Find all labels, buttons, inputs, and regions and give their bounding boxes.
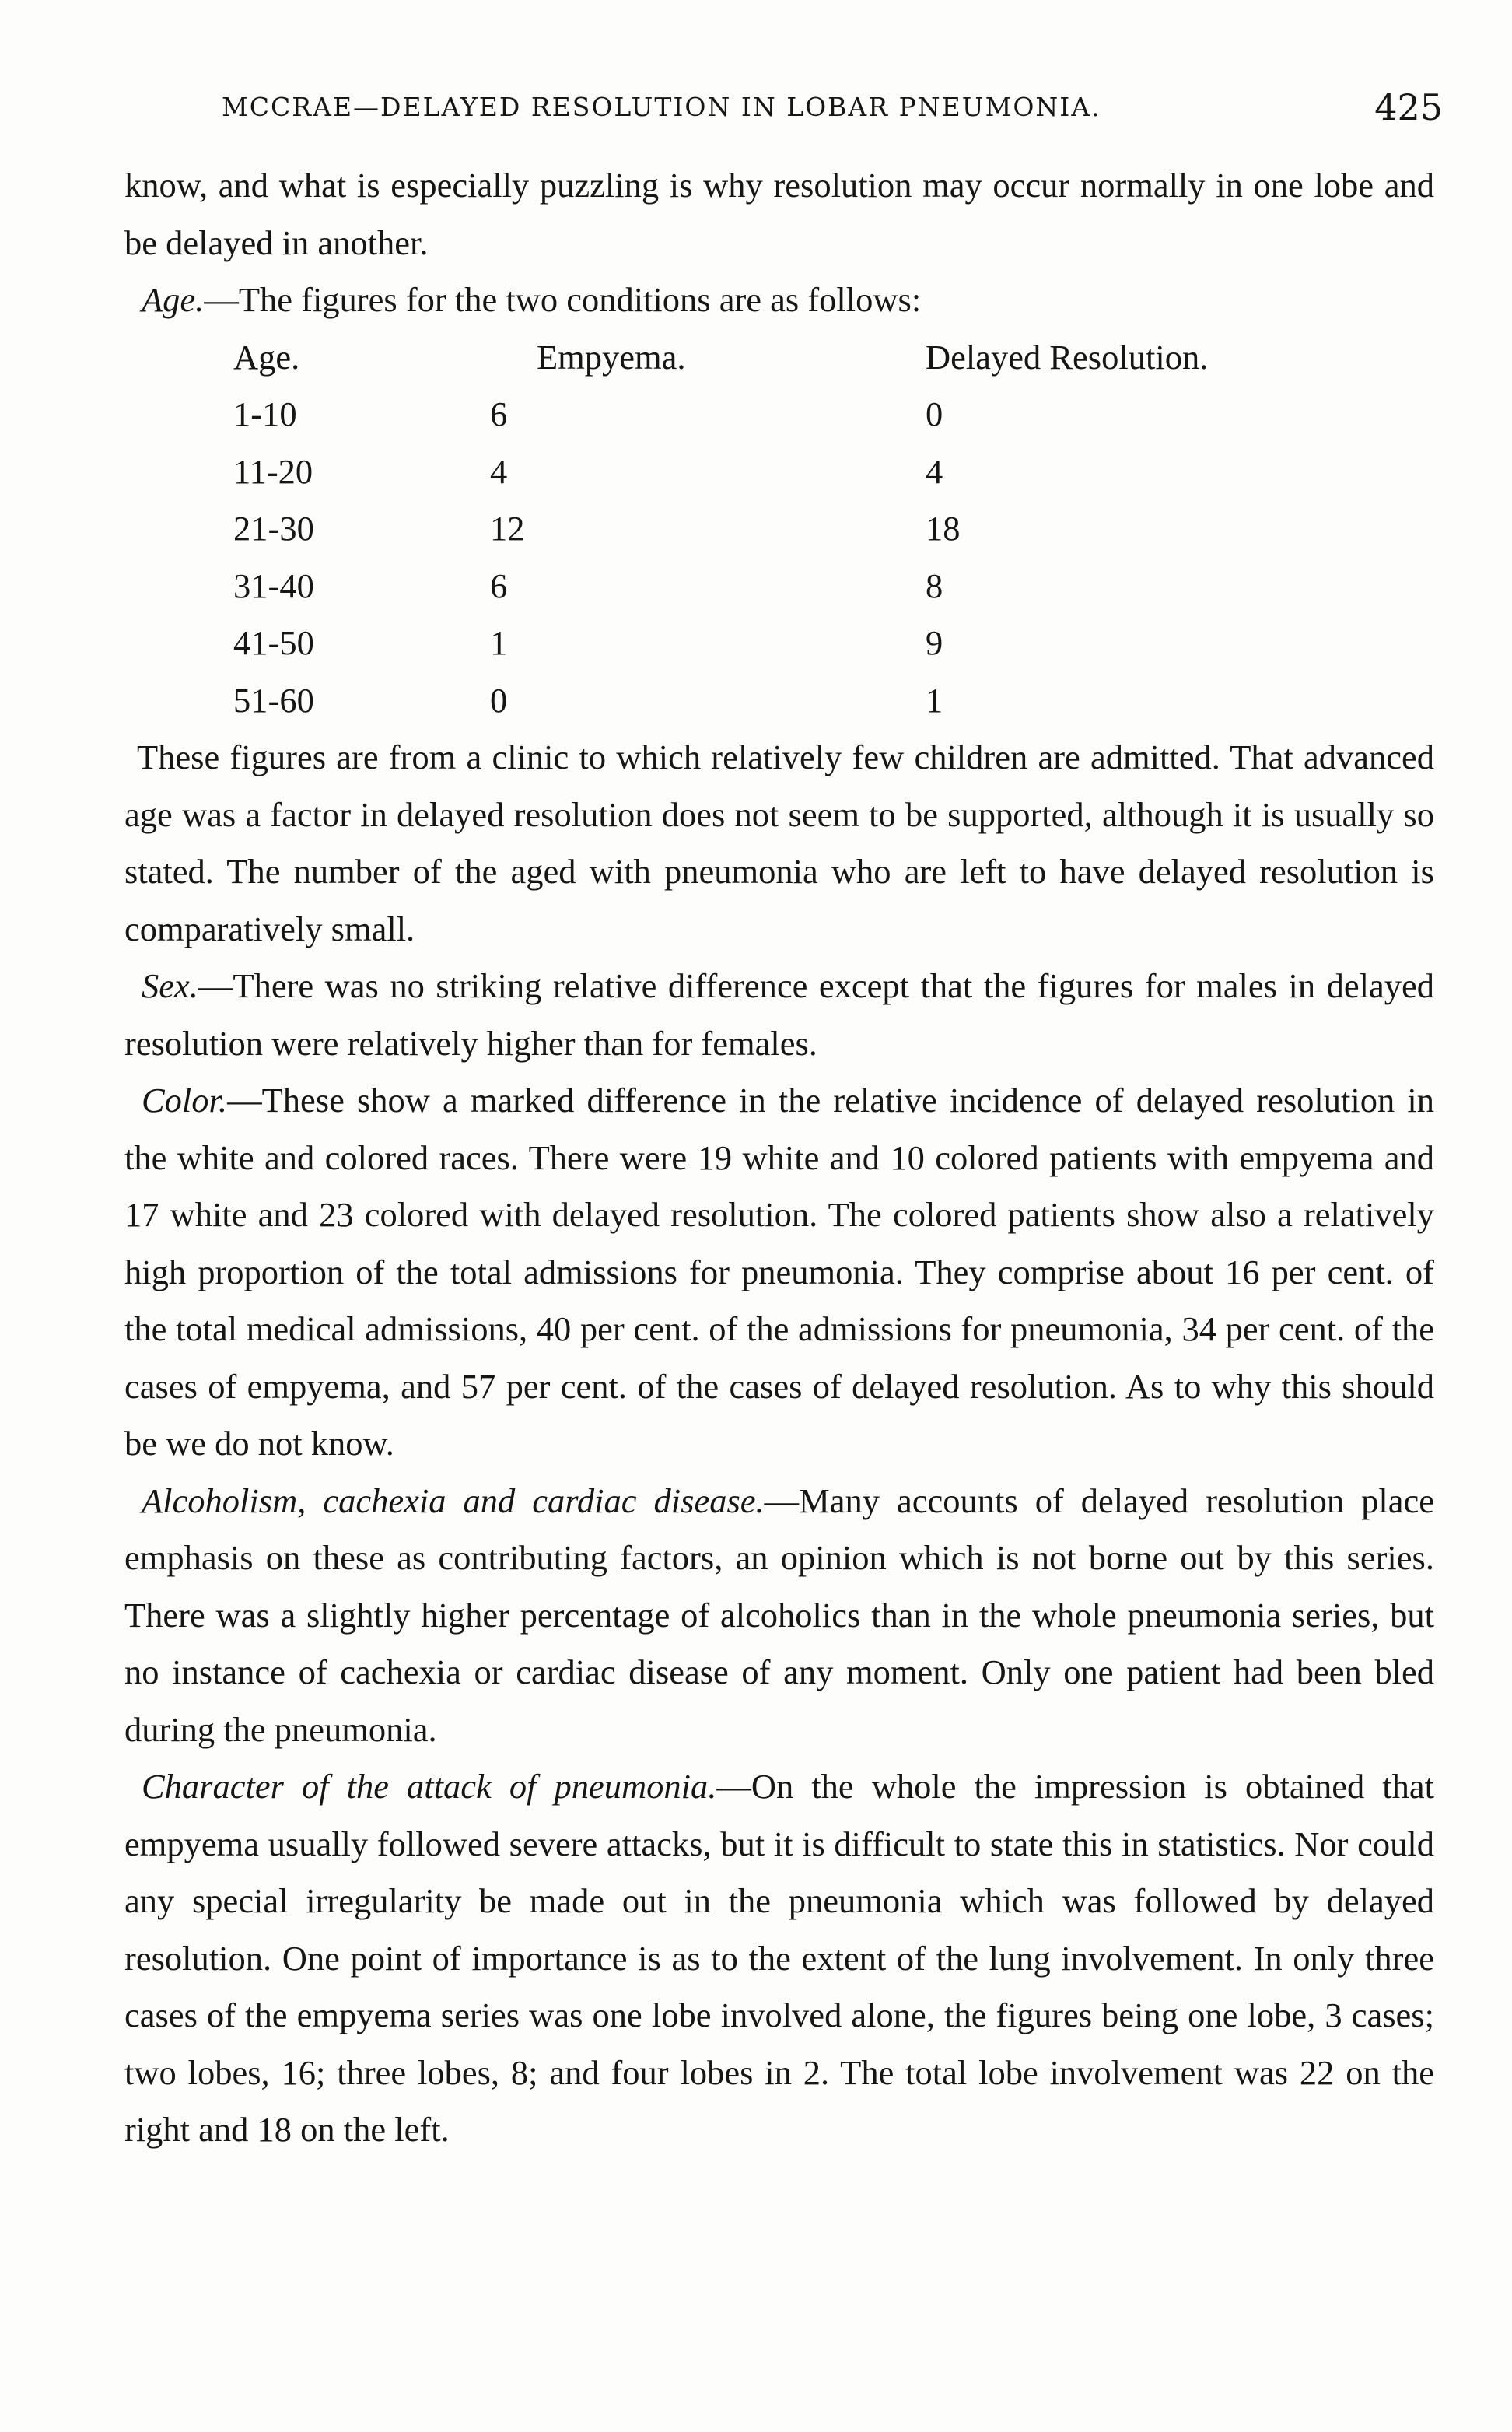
delayed-resolution-count-cell: 8 xyxy=(926,566,943,605)
age-text: —The figures for the two conditions are as follows: xyxy=(204,280,922,319)
empyema-count-cell: 12 xyxy=(490,509,525,548)
character-paragraph xyxy=(124,1758,1434,2159)
color-heading: Color. xyxy=(142,1081,228,1120)
age-discussion-paragraph: These figures are from a clinic to which relatively few children are admitted. That advanced age was a factor in delayed resolution does not seem to be supported, although it is usually so stated. The number of the aged with pneumonia who are left to have delayed resolution is comparatively small. xyxy=(124,738,1434,948)
alcoholism-paragraph xyxy=(124,1473,1434,1759)
alcoholism-heading: Alcoholism, cachexia and cardiac disease. xyxy=(142,1481,765,1520)
age-paragraph xyxy=(124,272,1434,329)
delayed-resolution-count-cell: 18 xyxy=(926,509,961,548)
running-title: MCCRAE—DELAYED RESOLUTION IN LOBAR PNEUMONIA. xyxy=(222,92,1101,122)
age-group-cell: 1-10 xyxy=(233,394,297,433)
delayed-resolution-count-cell: 0 xyxy=(926,394,943,433)
color-text: —These show a marked difference in the relative incidence of delayed resolution in the white and colored races. There were 19 white and 10 colored patients with empyema and 17 white and 23 colored with delayed resolution. The colored patients show also a relatively high proportion of the total admissions for pneumonia. They comprise about 16 per cent. of the total medical admissions, 40 per cent. of the admissions for pneumonia, 34 per cent. of the cases of empyema, and 57 per cent. of the cases of delayed resolution. As to why this should be we do not know. xyxy=(124,1081,1434,1463)
intro-paragraph: know, and what is especially puzzling is why resolution may occur normally in one lobe and be delayed in another. xyxy=(124,166,1434,262)
age-table-header-row xyxy=(233,329,1314,387)
table-row xyxy=(233,386,1314,443)
age-group-cell: 21-30 xyxy=(233,509,314,548)
table-row xyxy=(233,443,1314,501)
age-group-cell: 11-20 xyxy=(233,451,313,491)
sex-paragraph xyxy=(124,958,1434,1072)
empyema-count-cell: 6 xyxy=(490,394,508,433)
character-heading: Character of the attack of pneumonia. xyxy=(142,1767,717,1806)
empyema-column-header: Empyema. xyxy=(537,337,686,377)
table-row xyxy=(233,558,1314,615)
empyema-count-cell: 4 xyxy=(490,451,508,491)
color-paragraph xyxy=(124,1072,1434,1473)
delayed-resolution-column-header: Delayed Resolution. xyxy=(926,337,1209,377)
delayed-resolution-count-cell: 4 xyxy=(926,451,943,491)
sex-text: —There was no striking relative difference except that the figures for males in delayed resolution were relatively higher than for females. xyxy=(124,966,1434,1063)
character-text: —On the whole the impression is obtained that empyema usually followed severe attacks, but it is difficult to state this in statistics. Nor could any special irregularity be made out in the pneumonia which was followed by delayed resolution. One point of importance is as to the extent of the lung involvement. In only three cases of the empyema series was one lobe involved alone, the figures being one lobe, 3 cases; two lobes, 16; three lobes, 8; and four lobes in 2. The total lobe involvement was 22 on the right and 18 on the left. xyxy=(124,1767,1434,2149)
table-row xyxy=(233,615,1314,672)
delayed-resolution-count-cell: 1 xyxy=(926,680,943,720)
age-table xyxy=(233,329,1314,730)
age-group-cell: 51-60 xyxy=(233,680,314,720)
delayed-resolution-count-cell: 9 xyxy=(926,623,943,662)
sex-heading: Sex. xyxy=(142,966,198,1005)
alcoholism-text: —Many accounts of delayed resolution place emphasis on these as contributing factors, an opinion which is not borne out by this series. There was a slightly higher percentage of alcoholics than in the whole pneumonia series, but no instance of cachexia or cardiac disease of any moment. Only one patient had been bled during the pneumonia. xyxy=(124,1481,1434,1749)
age-group-cell: 31-40 xyxy=(233,566,314,605)
empyema-count-cell: 0 xyxy=(490,680,508,720)
age-column-header: Age. xyxy=(233,337,300,377)
empyema-count-cell: 6 xyxy=(490,566,508,605)
empyema-count-cell: 1 xyxy=(490,623,508,662)
running-head xyxy=(222,84,1443,131)
table-row xyxy=(233,500,1314,558)
age-group-cell: 41-50 xyxy=(233,623,314,662)
page-number: 425 xyxy=(1374,86,1443,128)
body-text xyxy=(124,157,1434,2159)
table-row xyxy=(233,672,1314,730)
age-heading: Age. xyxy=(142,280,205,319)
